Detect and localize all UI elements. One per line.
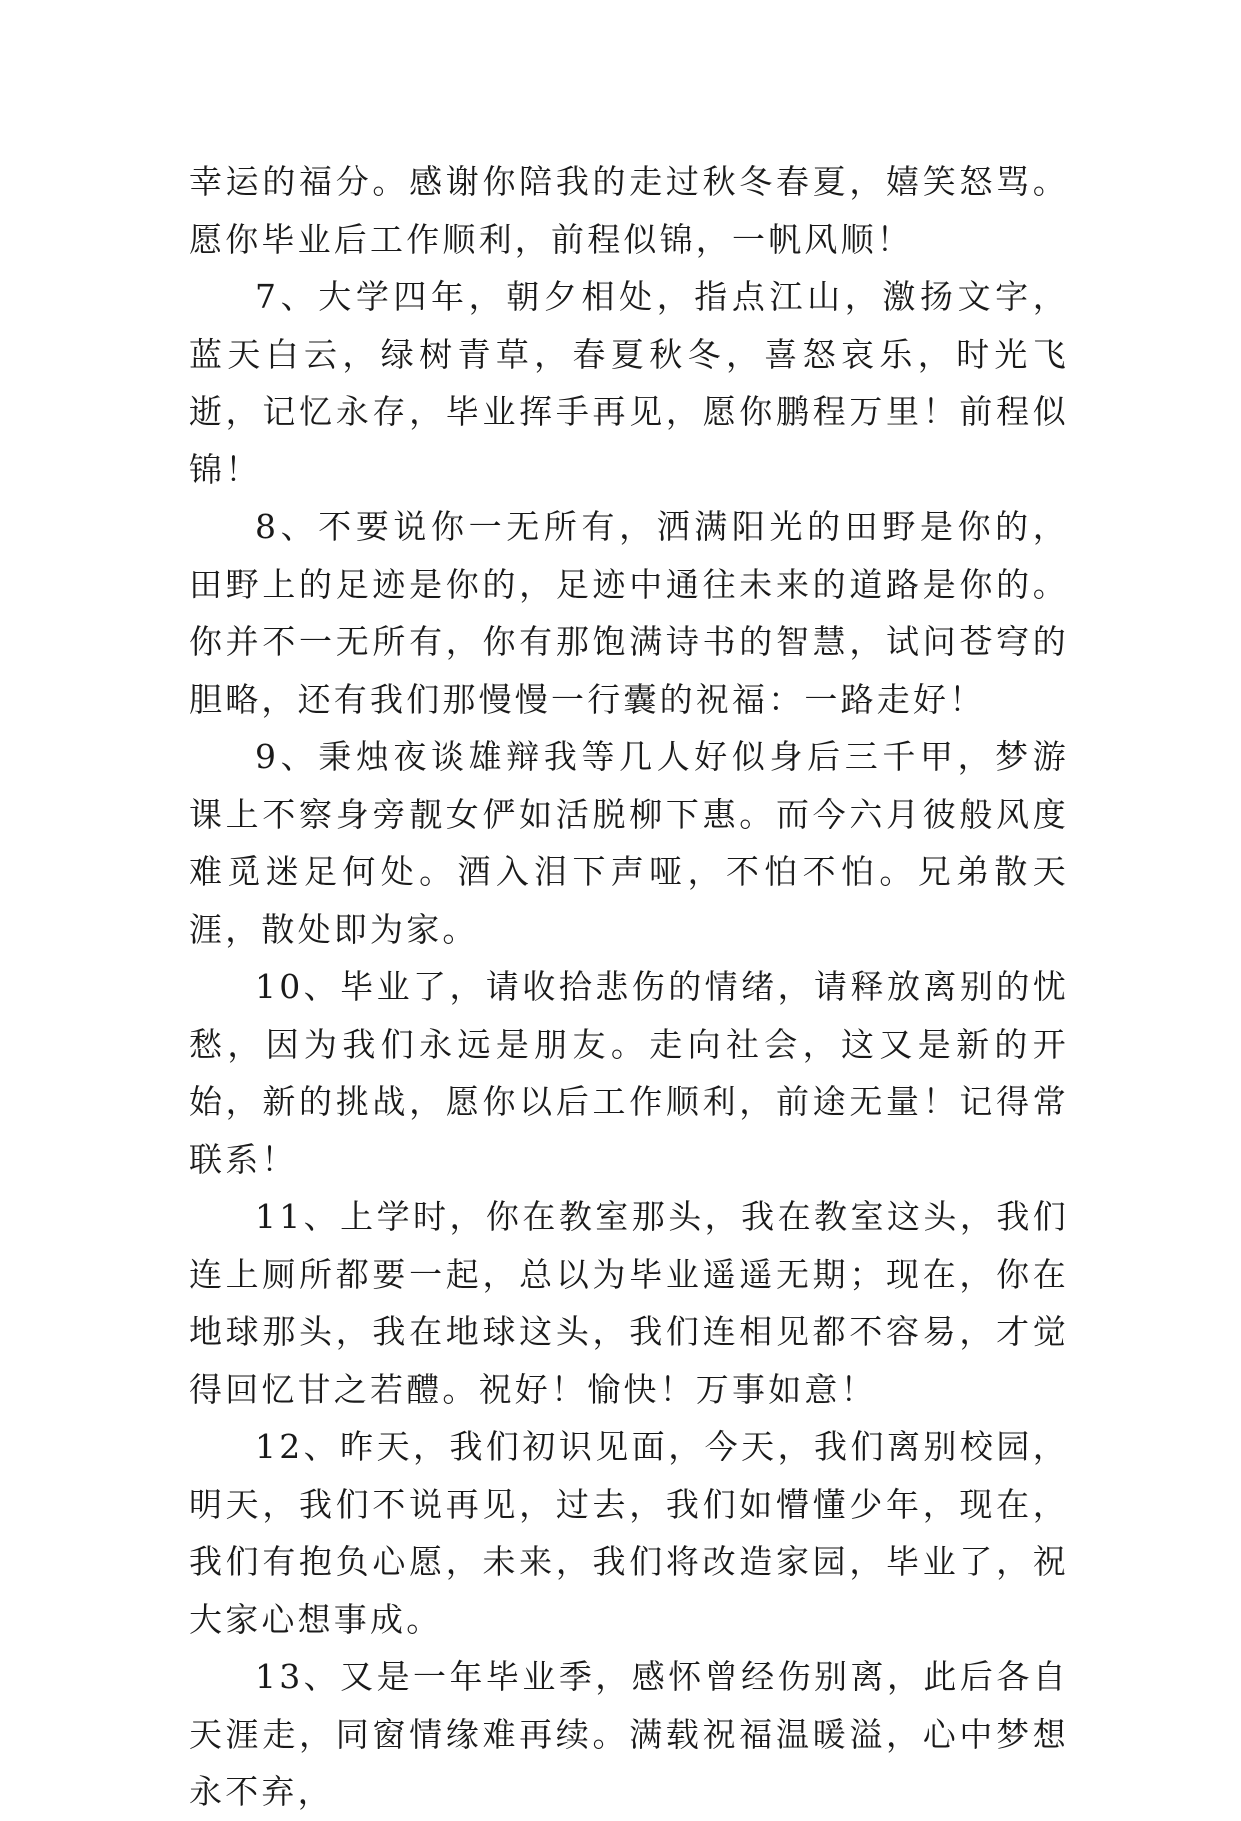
paragraph-6-continuation: 幸运的福分。感谢你陪我的走过秋冬春夏，嬉笑怒骂。愿你毕业后工作顺利，前程似锦，一帆风顺！ [189,162,1069,259]
paragraph-11: 11、上学时，你在教室那头，我在教室这头，我们连上厕所都要一起，总以为毕业遥遥无期；现在，你在地球那头，我在地球这头，我们连相见都不容易，才觉得回忆甘之若醴。祝好！愉快！万事如意！ [189,1197,1069,1409]
paragraph-13: 13、又是一年毕业季，感怀曾经伤别离，此后各自天涯走，同窗情缘难再续。满载祝福温暖溢，心中梦想永不弃， [189,1657,1069,1811]
body-text [189,153,1069,1821]
paragraph-7: 7、大学四年，朝夕相处，指点江山，激扬文字，蓝天白云，绿树青草，春夏秋冬，喜怒哀乐，时光飞逝，记忆永存，毕业挥手再见，愿你鹏程万里！前程似锦！ [189,277,1069,489]
paragraph-9: 9、秉烛夜谈雄辩我等几人好似身后三千甲，梦游课上不察身旁靓女俨如活脱柳下惠。而今六月彼般风度难觅迷足何处。酒入泪下声哑，不怕不怕。兄弟散天涯，散处即为家。 [189,737,1069,949]
paragraph-12: 12、昨天，我们初识见面，今天，我们离别校园，明天，我们不说再见，过去，我们如懵懂少年，现在，我们有抱负心愿，未来，我们将改造家园，毕业了，祝大家心想事成。 [189,1427,1069,1639]
paragraph-8: 8、不要说你一无所有，洒满阳光的田野是你的，田野上的足迹是你的，足迹中通往未来的道路是你的。你并不一无所有，你有那饱满诗书的智慧，试问苍穹的胆略，还有我们那慢慢一行囊的祝福：一路走好！ [189,507,1069,719]
paragraph-10: 10、毕业了，请收拾悲伤的情绪，请释放离别的忧愁，因为我们永远是朋友。走向社会，这又是新的开始，新的挑战，愿你以后工作顺利，前途无量！记得常联系！ [189,967,1069,1179]
